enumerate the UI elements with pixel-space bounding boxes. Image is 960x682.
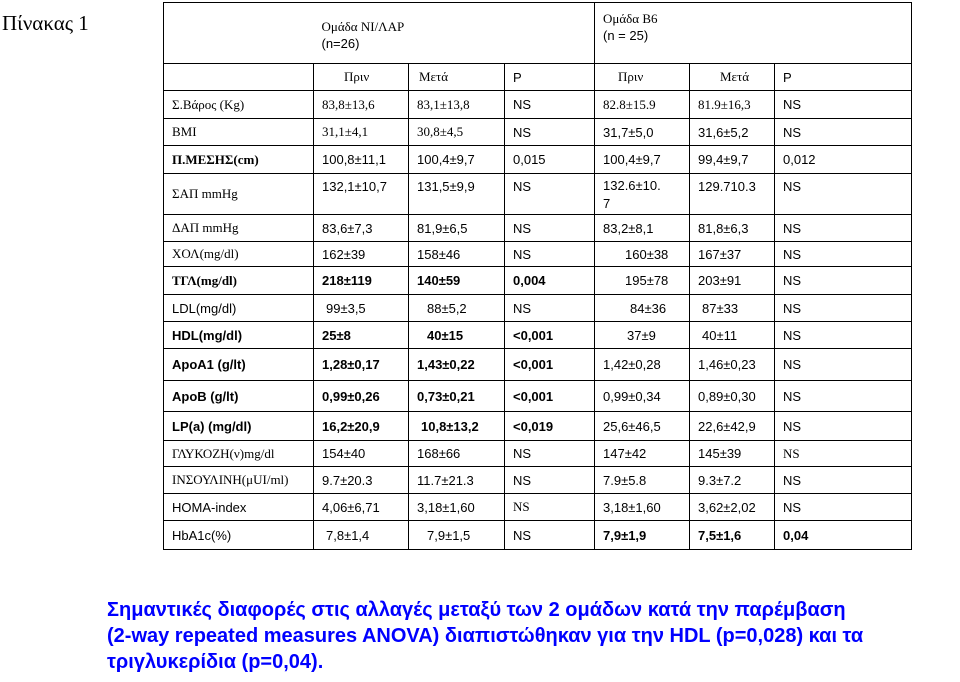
cell-a-p: 0,015: [505, 146, 595, 174]
cell-a-p: NS: [505, 441, 595, 467]
cell-b-before: [595, 174, 690, 215]
cell-b-p: NS: [775, 119, 912, 146]
cell-value: 132.6±10.: [603, 178, 661, 193]
cell-a-after: 0,73±0,21: [409, 381, 505, 412]
cell-a-before: 0,99±0,26: [314, 381, 409, 412]
cell-a-after: 1,43±0,22: [409, 349, 505, 381]
cell-b-after: 9.3±7.2: [690, 467, 775, 494]
cell-a-before: 1,28±0,17: [314, 349, 409, 381]
cell-a-after: 3,18±1,60: [409, 494, 505, 521]
row-systolic-bp: [164, 174, 912, 215]
cell-a-after: 30,8±4,5: [409, 119, 505, 146]
cell-value-wrap: 7: [603, 195, 611, 211]
row-bmi: [164, 119, 912, 146]
cell-b-after: 145±39: [690, 441, 775, 467]
row-label: Σ.Βάρος (Kg): [164, 91, 314, 119]
cell-b-before: 147±42: [595, 441, 690, 467]
row-triglycerides: [164, 267, 912, 295]
cell-b-before: 7,9±1,9: [595, 521, 690, 550]
row-label: Π.ΜΕΣΗΣ(cm): [164, 146, 314, 174]
cell-b-before: 160±38: [595, 242, 690, 267]
cell-a-before: 99±3,5: [314, 295, 409, 322]
cell-a-p: NS: [505, 174, 595, 215]
col-b-after: Μετά: [690, 64, 775, 91]
cell-b-after: 99,4±9,7: [690, 146, 775, 174]
cell-a-before: 4,06±6,71: [314, 494, 409, 521]
cell-a-after: 131,5±9,9: [409, 174, 505, 215]
cell-b-after: 167±37: [690, 242, 775, 267]
row-apob: [164, 381, 912, 412]
cell-a-before: 162±39: [314, 242, 409, 267]
group-b-header: [595, 3, 912, 64]
cell-a-before: 218±119: [314, 267, 409, 295]
row-label: HbA1c(%): [164, 521, 314, 550]
col-b-p: P: [775, 64, 912, 91]
cell-b-p: NS: [775, 267, 912, 295]
cell-b-p: NS: [775, 381, 912, 412]
row-label: ΓΛΥΚΟΖΗ(ν)mg/dl: [164, 441, 314, 467]
row-label: ΣΑΠ mmHg: [164, 174, 314, 215]
cell-b-before: 195±78: [595, 267, 690, 295]
row-body-weight: [164, 91, 912, 119]
cell-a-before: 83,8±13,6: [314, 91, 409, 119]
cell-a-after: 83,1±13,8: [409, 91, 505, 119]
group-header-row: [164, 3, 912, 64]
row-label: LDL(mg/dl): [164, 295, 314, 322]
cell-b-p: 0,04: [775, 521, 912, 550]
cell-a-after: 88±5,2: [409, 295, 505, 322]
cell-a-p: NS: [505, 119, 595, 146]
row-cholesterol: [164, 242, 912, 267]
col-a-p: P: [505, 64, 595, 91]
table-caption: Πίνακας 1: [2, 11, 89, 35]
cell-b-after: 22,6±42,9: [690, 412, 775, 441]
cell-b-before: 31,7±5,0: [595, 119, 690, 146]
row-diastolic-bp: [164, 215, 912, 242]
cell-b-before: 1,42±0,28: [595, 349, 690, 381]
cell-a-p: NS: [505, 215, 595, 242]
row-glucose: [164, 441, 912, 467]
row-insulin: [164, 467, 912, 494]
cell-b-p: NS: [775, 412, 912, 441]
cell-b-after: 81,8±6,3: [690, 215, 775, 242]
cell-a-p: <0,001: [505, 322, 595, 349]
cell-b-after: 129.710.3: [690, 174, 775, 215]
cell-b-before: 3,18±1,60: [595, 494, 690, 521]
data-rows: [164, 91, 912, 550]
cell-b-p: NS: [775, 174, 912, 215]
row-label: ΤΓΛ(mg/dl): [164, 267, 314, 295]
cell-b-p: NS: [775, 322, 912, 349]
note-line-1: Σημαντικές διαφορές στις αλλαγές μεταξύ των 2 ομάδων κατά την παρέμβαση: [107, 599, 846, 621]
results-table: [163, 2, 912, 550]
cell-a-p: NS: [505, 91, 595, 119]
cell-a-before: 83,6±7,3: [314, 215, 409, 242]
cell-b-after: 81.9±16,3: [690, 91, 775, 119]
cell-a-before: 154±40: [314, 441, 409, 467]
cell-b-after: 203±91: [690, 267, 775, 295]
cell-b-p: NS: [775, 91, 912, 119]
col-a-before: Πριν: [314, 64, 409, 91]
cell-b-p: 0,012: [775, 146, 912, 174]
col-b-before: Πριν: [595, 64, 690, 91]
row-label: ΧΟΛ(mg/dl): [164, 242, 314, 267]
cell-b-p: NS: [775, 494, 912, 521]
cell-b-p: NS: [775, 441, 912, 467]
col-a-after: Μετά: [409, 64, 505, 91]
cell-a-p: NS: [505, 521, 595, 550]
cell-a-before: 25±8: [314, 322, 409, 349]
row-apoa1: [164, 349, 912, 381]
cell-b-before: 82.8±15.9: [595, 91, 690, 119]
cell-a-before: 9.7±20.3: [314, 467, 409, 494]
cell-a-p: NS: [505, 494, 595, 521]
cell-b-after: 40±11: [690, 322, 775, 349]
cell-b-after: 3,62±2,02: [690, 494, 775, 521]
cell-b-before: 37±9: [595, 322, 690, 349]
cell-b-before: 84±36: [595, 295, 690, 322]
cell-a-p: NS: [505, 467, 595, 494]
row-label: ΙΝΣΟΥΛΙΝΗ(μUI/ml): [164, 467, 314, 494]
cell-b-p: NS: [775, 295, 912, 322]
cell-a-after: 100,4±9,7: [409, 146, 505, 174]
note-line-2: (2-way repeated measures ANOVA) διαπιστώθηκαν για την HDL (p=0,028) και τα: [107, 625, 864, 647]
cell-a-after: 40±15: [409, 322, 505, 349]
cell-b-before: 100,4±9,7: [595, 146, 690, 174]
row-label: HDL(mg/dl): [164, 322, 314, 349]
cell-a-after: 7,9±1,5: [409, 521, 505, 550]
cell-a-p: <0,001: [505, 381, 595, 412]
cell-a-after: 168±66: [409, 441, 505, 467]
cell-a-p: <0,019: [505, 412, 595, 441]
row-label: ApoB (g/lt): [164, 381, 314, 412]
row-hba1c: [164, 521, 912, 550]
cell-a-before: 7,8±1,4: [314, 521, 409, 550]
cell-b-p: NS: [775, 215, 912, 242]
group-a-header: [314, 3, 595, 64]
cell-a-after: 10,8±13,2: [409, 412, 505, 441]
cell-b-after: 1,46±0,23: [690, 349, 775, 381]
cell-a-after: 140±59: [409, 267, 505, 295]
row-label: ΔΑΠ mmHg: [164, 215, 314, 242]
cell-b-after: 31,6±5,2: [690, 119, 775, 146]
cell-b-after: 7,5±1,6: [690, 521, 775, 550]
group-b-name: Ομάδα Β6: [603, 11, 658, 26]
cell-a-after: 11.7±21.3: [409, 467, 505, 494]
row-label: BMI: [164, 119, 314, 146]
row-hdl: [164, 322, 912, 349]
group-a-name: Ομάδα ΝΙ/ΛΑΡ: [321, 19, 405, 34]
column-header-row: [164, 64, 912, 91]
cell-a-after: 81,9±6,5: [409, 215, 505, 242]
cell-a-p: 0,004: [505, 267, 595, 295]
cell-a-before: 16,2±20,9: [314, 412, 409, 441]
cell-b-before: 7.9±5.8: [595, 467, 690, 494]
cell-b-p: NS: [775, 242, 912, 267]
group-a-n: (n=26): [321, 35, 360, 51]
cell-a-before: 132,1±10,7: [314, 174, 409, 215]
group-b-n: (n = 25): [603, 27, 649, 43]
row-ldl: [164, 295, 912, 322]
row-waist: [164, 146, 912, 174]
cell-b-after: 0,89±0,30: [690, 381, 775, 412]
row-homa-index: [164, 494, 912, 521]
cell-b-before: 25,6±46,5: [595, 412, 690, 441]
cell-a-p: <0,001: [505, 349, 595, 381]
cell-b-p: NS: [775, 349, 912, 381]
cell-b-before: 83,2±8,1: [595, 215, 690, 242]
cell-b-before: 0,99±0,34: [595, 381, 690, 412]
cell-a-before: 100,8±11,1: [314, 146, 409, 174]
note-line-3: τριγλυκερίδια (p=0,04).: [107, 651, 324, 673]
row-label: LP(a) (mg/dl): [164, 412, 314, 441]
cell-a-before: 31,1±4,1: [314, 119, 409, 146]
cell-a-p: NS: [505, 242, 595, 267]
cell-b-p: NS: [775, 467, 912, 494]
significance-note: [107, 597, 959, 675]
row-lpa: [164, 412, 912, 441]
cell-a-after: 158±46: [409, 242, 505, 267]
cell-a-p: NS: [505, 295, 595, 322]
cell-b-after: 87±33: [690, 295, 775, 322]
row-label: ApoA1 (g/lt): [164, 349, 314, 381]
row-label: HOMA-index: [164, 494, 314, 521]
